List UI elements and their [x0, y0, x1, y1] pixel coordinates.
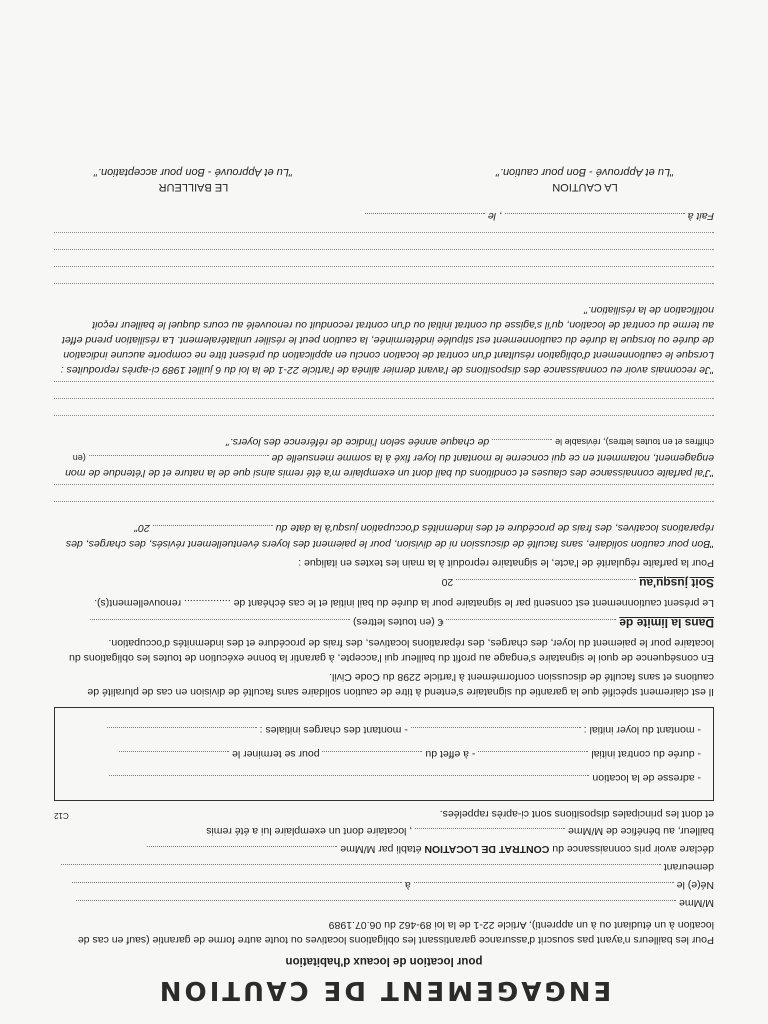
- fait-place-field[interactable]: [505, 213, 685, 224]
- bailleur-text: bailleur, au bénéfice de M/Mme: [568, 825, 714, 838]
- handwriting-line-4[interactable]: [54, 398, 714, 413]
- mm-label: M/Mme: [679, 896, 714, 909]
- lease-summary-box: [54, 707, 714, 801]
- birth-label: Né(e) le: [676, 879, 714, 892]
- quote1-text: "Bon pour caution solidaire, sans faculté de discussion ni de division, pour le paiement des loyers éventuellement révisés, des charges, des réparations locatives, des frais de procédure et des indemnités d'occupation jusqu'à la date du: [65, 522, 714, 551]
- handwriting-instruction: Pour la parfaite régularité de l'acte, le signataire reproduit à la main les textes en italique :: [298, 557, 714, 570]
- caution-note: "Lu et Approuvé - Bon pour caution.": [495, 165, 674, 178]
- handwriting-line-3[interactable]: [54, 415, 714, 430]
- declare-text-1: déclare avoir pris connaissance du: [552, 843, 714, 856]
- fait-date-field[interactable]: [365, 213, 485, 224]
- handwriting-line-6[interactable]: [54, 283, 714, 298]
- birth-place-label: à: [404, 879, 411, 892]
- soit-date-field[interactable]: [456, 579, 636, 590]
- handwriting-line-9[interactable]: [54, 232, 714, 247]
- quote2-end: de chaque année selon l'indice de référence des loyers.": [226, 435, 490, 448]
- duree-field[interactable]: [478, 751, 588, 762]
- rappel-text: et dont les principales dispositions sont ci-après rappelées.: [439, 808, 714, 821]
- rent-amount-field[interactable]: [89, 455, 269, 466]
- contract-label: CONTRAT DE LOCATION: [424, 843, 550, 856]
- effet-field[interactable]: [322, 751, 422, 762]
- handwriting-line-1[interactable]: [54, 501, 714, 516]
- bailleur-label: LE BAILLEUR: [158, 181, 229, 194]
- charges-label: - montant des charges initiales :: [259, 723, 408, 736]
- tenant-name-field[interactable]: [415, 828, 565, 839]
- fait-label: Fait à: [687, 210, 714, 223]
- bailleur-name-field[interactable]: [147, 846, 337, 857]
- handwriting-line-2[interactable]: [54, 484, 714, 499]
- declare-row: [54, 841, 714, 857]
- document-subtitle: pour location de locaux d'habitation: [285, 955, 483, 968]
- handwriting-line-7[interactable]: [54, 266, 714, 281]
- beneficiary-row: [54, 823, 714, 839]
- mm-field[interactable]: [76, 900, 676, 911]
- duree-label: - durée du contrat initial: [591, 747, 701, 760]
- caution-label: LA CAUTION: [552, 181, 618, 194]
- limit-letters-field[interactable]: [90, 619, 350, 630]
- mm-row: [54, 895, 714, 911]
- locataire-text: , locataire dont un exemplaire lui a été remis: [206, 825, 413, 838]
- quote-connaissance: [54, 434, 714, 481]
- handwriting-line-5[interactable]: [54, 381, 714, 396]
- quote2-note: (en chiffres et en toutes lettres), révisable le: [72, 436, 714, 463]
- soit-heading: Soit jusqu'au: [639, 576, 714, 591]
- quote2-text: "J'ai parfaite connaissance des clauses et conditions du bail dont un exemplaire m'a été remis ainsi que de la nature et de l'étendue de mon engagement, notamment en ce qui concerne le montant du loyer fixé à la somme mensuelle de: [65, 451, 714, 480]
- limit-amount-field[interactable]: [446, 619, 616, 630]
- quote-resiliation: "Je reconnais avoir eu connaissance des dispositions de l'avant dernier alinéa de l'article 22-1 de la loi du 6 juillet 1989 ci-après reproduites : Lorsque le cautionnement d'obligation résultant d'un contrat de location conclu en application du présent titre ne comporte aucune indication de durée ou lorsque la durée du cautionnement est stipulée indéterminée, la caution peut le résilier unilatéralement. La résiliation prend effet au terme du contrat de location, qu'il s'agisse du contrat initial ou d'un contrat reconduit ou renouvelé au cours duquel le bailleur reçoit notification de la résiliation.": [60, 304, 714, 376]
- quote-caution-solidaire: "Bon pour caution solidaire, sans faculté de discussion ni de division, pour le paiement des loyers éventuellement révisés, des charges, des réparations locatives, des frais de procédure et des indemnités d'occupation jusqu'à la date du 20": [65, 522, 714, 551]
- address-row: [54, 859, 714, 875]
- birth-date-field[interactable]: [414, 882, 674, 893]
- address-field[interactable]: [61, 864, 661, 875]
- document-title: ENGAGEMENT DE CAUTION: [156, 975, 612, 1005]
- revision-date-field[interactable]: [492, 439, 552, 450]
- bailleur-signature[interactable]: [94, 163, 293, 194]
- fait-row: [54, 208, 714, 224]
- charges-field[interactable]: [107, 727, 257, 738]
- birth-place-field[interactable]: [72, 882, 402, 893]
- declare-text-2: établi par M/Mme: [340, 843, 422, 856]
- obligations-paragraph: En conséquence de quoi le signataire s'engage au profit du bailleur qui l'accepte, à garantir la bonne exécution de toutes les obligations du locataire pour le paiement du loyer, des charges, des réparations locatives, des frais de procédure et des indemnités d'occupation.: [69, 637, 714, 664]
- fait-date-label: , le: [487, 210, 502, 223]
- limit-heading: Dans la limite de: [619, 616, 714, 631]
- limit-row: [54, 614, 714, 631]
- birth-row: [54, 877, 714, 893]
- document-content: [54, 163, 714, 1014]
- terminer-field[interactable]: [119, 751, 229, 762]
- bailleur-note: "Lu et Approuvé - Bon pour acceptation.": [94, 165, 293, 178]
- duration-paragraph: Le présent cautionnement est consenti par le signataire pour la durée du bail initial et le cas échéant de ................ renouvellement(s).: [94, 597, 714, 610]
- rappel-row: [54, 807, 714, 822]
- limit-letters-label: € (en toutes lettres): [352, 616, 444, 629]
- form-code: C12: [54, 811, 69, 821]
- adresse-label: - adresse de la location: [592, 771, 701, 784]
- adresse-field[interactable]: [110, 775, 590, 786]
- loyer-field[interactable]: [411, 727, 581, 738]
- soit-year: 20: [441, 576, 454, 589]
- solidarity-paragraph: Il est clairement spécifié que la garantie du signataire s'entend à titre de caution solidaire sans faculté de division en cas de pluralité de cautions et sans faculté de discussion conformément à l'article 2298 du Code Civil.: [87, 670, 714, 698]
- quote1-year: 20: [138, 522, 150, 535]
- effet-label: - à effet du: [425, 747, 476, 760]
- loyer-label: - montant du loyer initial :: [583, 723, 701, 736]
- terminer-label: pour se terminer le: [232, 747, 320, 760]
- caution-signature[interactable]: [496, 163, 674, 194]
- signature-section: [54, 163, 714, 194]
- demeurant-label: demeurant: [663, 861, 714, 874]
- handwriting-line-8[interactable]: [54, 249, 714, 264]
- intro-paragraph: Pour les bailleurs n'ayant pas souscrit d'assurance garantissant les obligations locatives ou toute autre forme de garantie (sauf en cas de location à un étudiant ou à un apprenti), Article 22-1 de la loi 89-462 du 06.07.1989: [77, 918, 714, 946]
- quote1-date-field[interactable]: [153, 525, 273, 536]
- soit-row: [54, 574, 714, 591]
